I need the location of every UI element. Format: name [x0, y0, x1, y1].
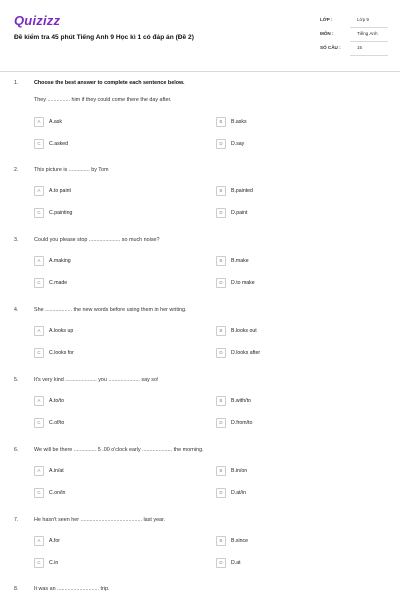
meta-row-subject — [320, 28, 388, 42]
option-letter: D — [216, 418, 226, 428]
option-letter: B — [216, 396, 226, 406]
meta-label: SỐ CÂU : — [320, 45, 341, 50]
meta-row-class — [320, 14, 388, 28]
option-letter: D — [216, 488, 226, 498]
meta-value: Tiếng Anh — [357, 31, 378, 36]
option-letter: C — [34, 488, 44, 498]
option-letter: A — [34, 117, 44, 127]
meta-label: MÔN : — [320, 31, 334, 36]
option-letter: B — [216, 536, 226, 546]
option-letter: A — [34, 396, 44, 406]
option-text: B.asks — [231, 119, 247, 125]
option-letter: C — [34, 208, 44, 218]
meta-panel — [320, 14, 388, 56]
option-letter: C — [34, 348, 44, 358]
option-text: B.in/on — [231, 468, 248, 474]
document-title: Đề kiểm tra 45 phút Tiếng Anh 9 Học kì 1 có đáp án (Đề 2) — [14, 34, 194, 41]
question-text: He hasn't seen her ......................................... last year. — [34, 517, 166, 523]
option-letter: B — [216, 117, 226, 127]
option-text: B.since — [231, 538, 249, 544]
option-text: A.for — [49, 538, 60, 544]
option-text: C.in — [49, 560, 59, 566]
option-text: B.make — [231, 258, 249, 264]
question-number: 8. — [14, 586, 19, 592]
option-text: C.painting — [49, 210, 73, 216]
question-number: 6. — [14, 447, 19, 453]
meta-row-count — [320, 42, 388, 56]
option-letter: C — [34, 418, 44, 428]
option-text: C.on/in — [49, 490, 66, 496]
option-letter: B — [216, 186, 226, 196]
option-text: D.from/to — [231, 420, 253, 426]
option-text: C.of/to — [49, 420, 65, 426]
option-text: D.looks after — [231, 350, 261, 356]
option-letter: D — [216, 278, 226, 288]
option-text: D.at — [231, 560, 241, 566]
quizizz-logo: Quizizz — [14, 13, 61, 28]
question-instruction: Choose the best answer to complete each sentence below. — [34, 80, 185, 86]
option-letter: B — [216, 466, 226, 476]
question-number: 2. — [14, 167, 19, 173]
option-text: B.painted — [231, 188, 253, 194]
option-text: A.looks up — [49, 328, 74, 334]
question-number: 4. — [14, 307, 19, 313]
option-text: B.looks out — [231, 328, 257, 334]
option-letter: A — [34, 536, 44, 546]
option-letter: D — [216, 558, 226, 568]
option-text: C.looks for — [49, 350, 74, 356]
option-letter: D — [216, 348, 226, 358]
option-text: A.to paint — [49, 188, 71, 194]
option-text: A.ask — [49, 119, 62, 125]
question-text: She .................. the new words before using them in her writing. — [34, 307, 187, 313]
option-letter: C — [34, 139, 44, 149]
worksheet-header — [0, 0, 400, 72]
option-letter: A — [34, 326, 44, 336]
meta-label: LỚP : — [320, 17, 333, 22]
meta-value: 15 — [357, 45, 363, 50]
option-letter: D — [216, 139, 226, 149]
option-text: D.say — [231, 141, 245, 147]
meta-divider — [350, 55, 388, 56]
option-text: B.with/to — [231, 398, 251, 404]
option-text: A.in/at — [49, 468, 64, 474]
question-number: 7. — [14, 517, 19, 523]
meta-value: Lớp 9 — [357, 17, 369, 22]
option-letter: A — [34, 466, 44, 476]
option-text: A.making — [49, 258, 71, 264]
question-number: 1. — [14, 80, 19, 86]
question-number: 3. — [14, 237, 19, 243]
question-text: It was an ............................ trip. — [34, 586, 110, 592]
option-text: D.to make — [231, 280, 255, 286]
option-text: D.at/in — [231, 490, 246, 496]
question-text: This picture is .............. by Tom — [34, 167, 109, 173]
option-letter: B — [216, 326, 226, 336]
question-text: It's very kind ..................... you ..................... say so! — [34, 377, 159, 383]
option-letter: C — [34, 558, 44, 568]
question-text: We will be there ............... 5 .00 o'clock early .................... the morning. — [34, 447, 204, 453]
option-letter: D — [216, 208, 226, 218]
question-text: They ............... him if they could come there the day after. — [34, 97, 172, 103]
option-letter: A — [34, 256, 44, 266]
option-letter: B — [216, 256, 226, 266]
option-text: C.asked — [49, 141, 69, 147]
option-text: C.made — [49, 280, 68, 286]
option-letter: A — [34, 186, 44, 196]
question-text: Could you please stop ..................... so much noise? — [34, 237, 160, 243]
question-number: 5. — [14, 377, 19, 383]
option-text: D.paint — [231, 210, 248, 216]
option-letter: C — [34, 278, 44, 288]
option-text: A.to/to — [49, 398, 64, 404]
